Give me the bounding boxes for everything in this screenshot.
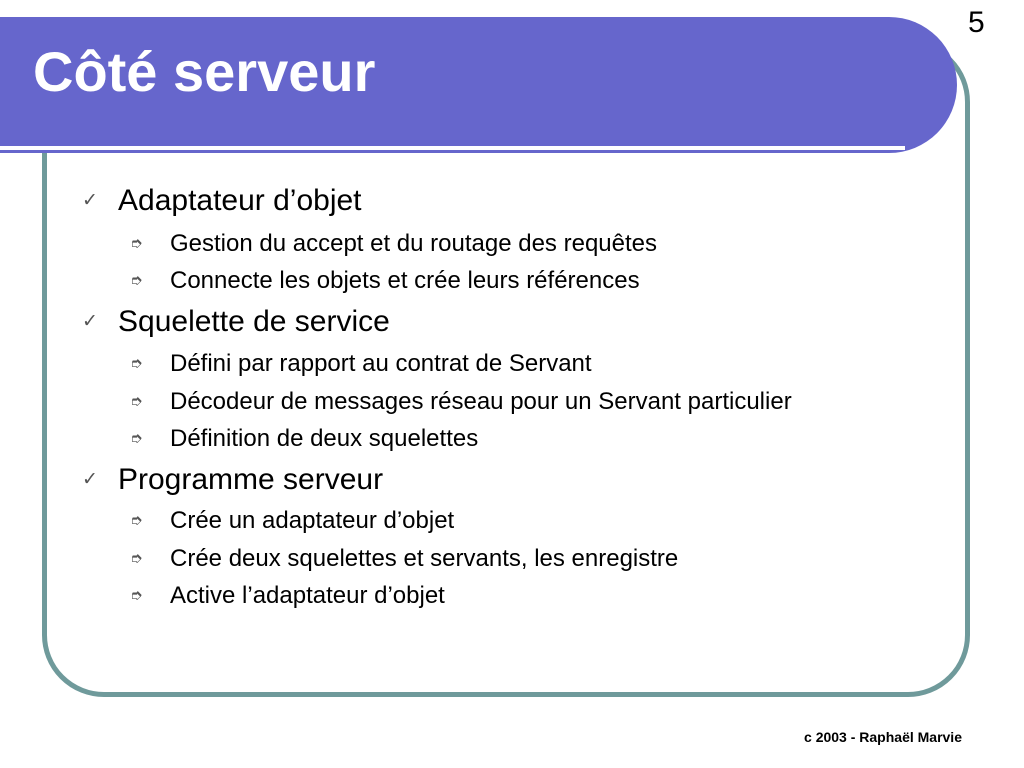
footer-copyright: c 2003 - Raphaël Marvie [804, 729, 962, 745]
sub-bullet [130, 350, 592, 378]
slide-number: 5 [968, 6, 985, 39]
sub-bullet [130, 545, 678, 573]
title-underline [0, 146, 905, 150]
bullet-text: Adaptateur d’objet [118, 184, 362, 217]
sub-bullet-text: Définition de deux squelettes [170, 425, 479, 452]
sub-bullet-text: Active l’adaptateur d’objet [170, 582, 445, 609]
sub-bullet [130, 230, 657, 258]
bullet-text: Programme serveur [118, 463, 384, 496]
sub-bullet-text: Décodeur de messages réseau pour un Servant particulier [170, 388, 792, 415]
arrow-bullet-icon: ➮ [130, 235, 143, 252]
sub-bullet [130, 582, 445, 610]
sub-bullet-text: Crée deux squelettes et servants, les enregistre [170, 545, 679, 572]
arrow-bullet-icon: ➮ [130, 587, 143, 604]
sub-bullet-text: Gestion du accept et du routage des requêtes [170, 230, 657, 257]
check-mark-icon: ✓ [82, 311, 98, 332]
check-mark-icon: ✓ [82, 469, 98, 490]
arrow-bullet-icon: ➮ [130, 272, 143, 289]
sub-bullet [130, 388, 792, 416]
arrow-bullet-icon: ➮ [130, 430, 143, 447]
check-mark-icon: ✓ [82, 190, 98, 211]
sub-bullet [130, 267, 640, 295]
sub-bullet-text: Défini par rapport au contrat de Servant [170, 350, 592, 377]
sub-bullet-text: Crée un adaptateur d’objet [170, 507, 455, 534]
arrow-bullet-icon: ➮ [130, 550, 143, 567]
sub-bullet [130, 425, 478, 453]
arrow-bullet-icon: ➮ [130, 393, 143, 410]
sub-bullet [130, 507, 454, 535]
bullet-adaptateur [82, 184, 362, 218]
bullet-programme [82, 463, 383, 497]
arrow-bullet-icon: ➮ [130, 355, 143, 372]
sub-bullet-text: Connecte les objets et crée leurs références [170, 267, 640, 294]
slide-title: Côté serveur [33, 40, 376, 103]
bullet-text: Squelette de service [118, 305, 390, 338]
arrow-bullet-icon: ➮ [130, 512, 143, 529]
bullet-squelette [82, 305, 390, 339]
